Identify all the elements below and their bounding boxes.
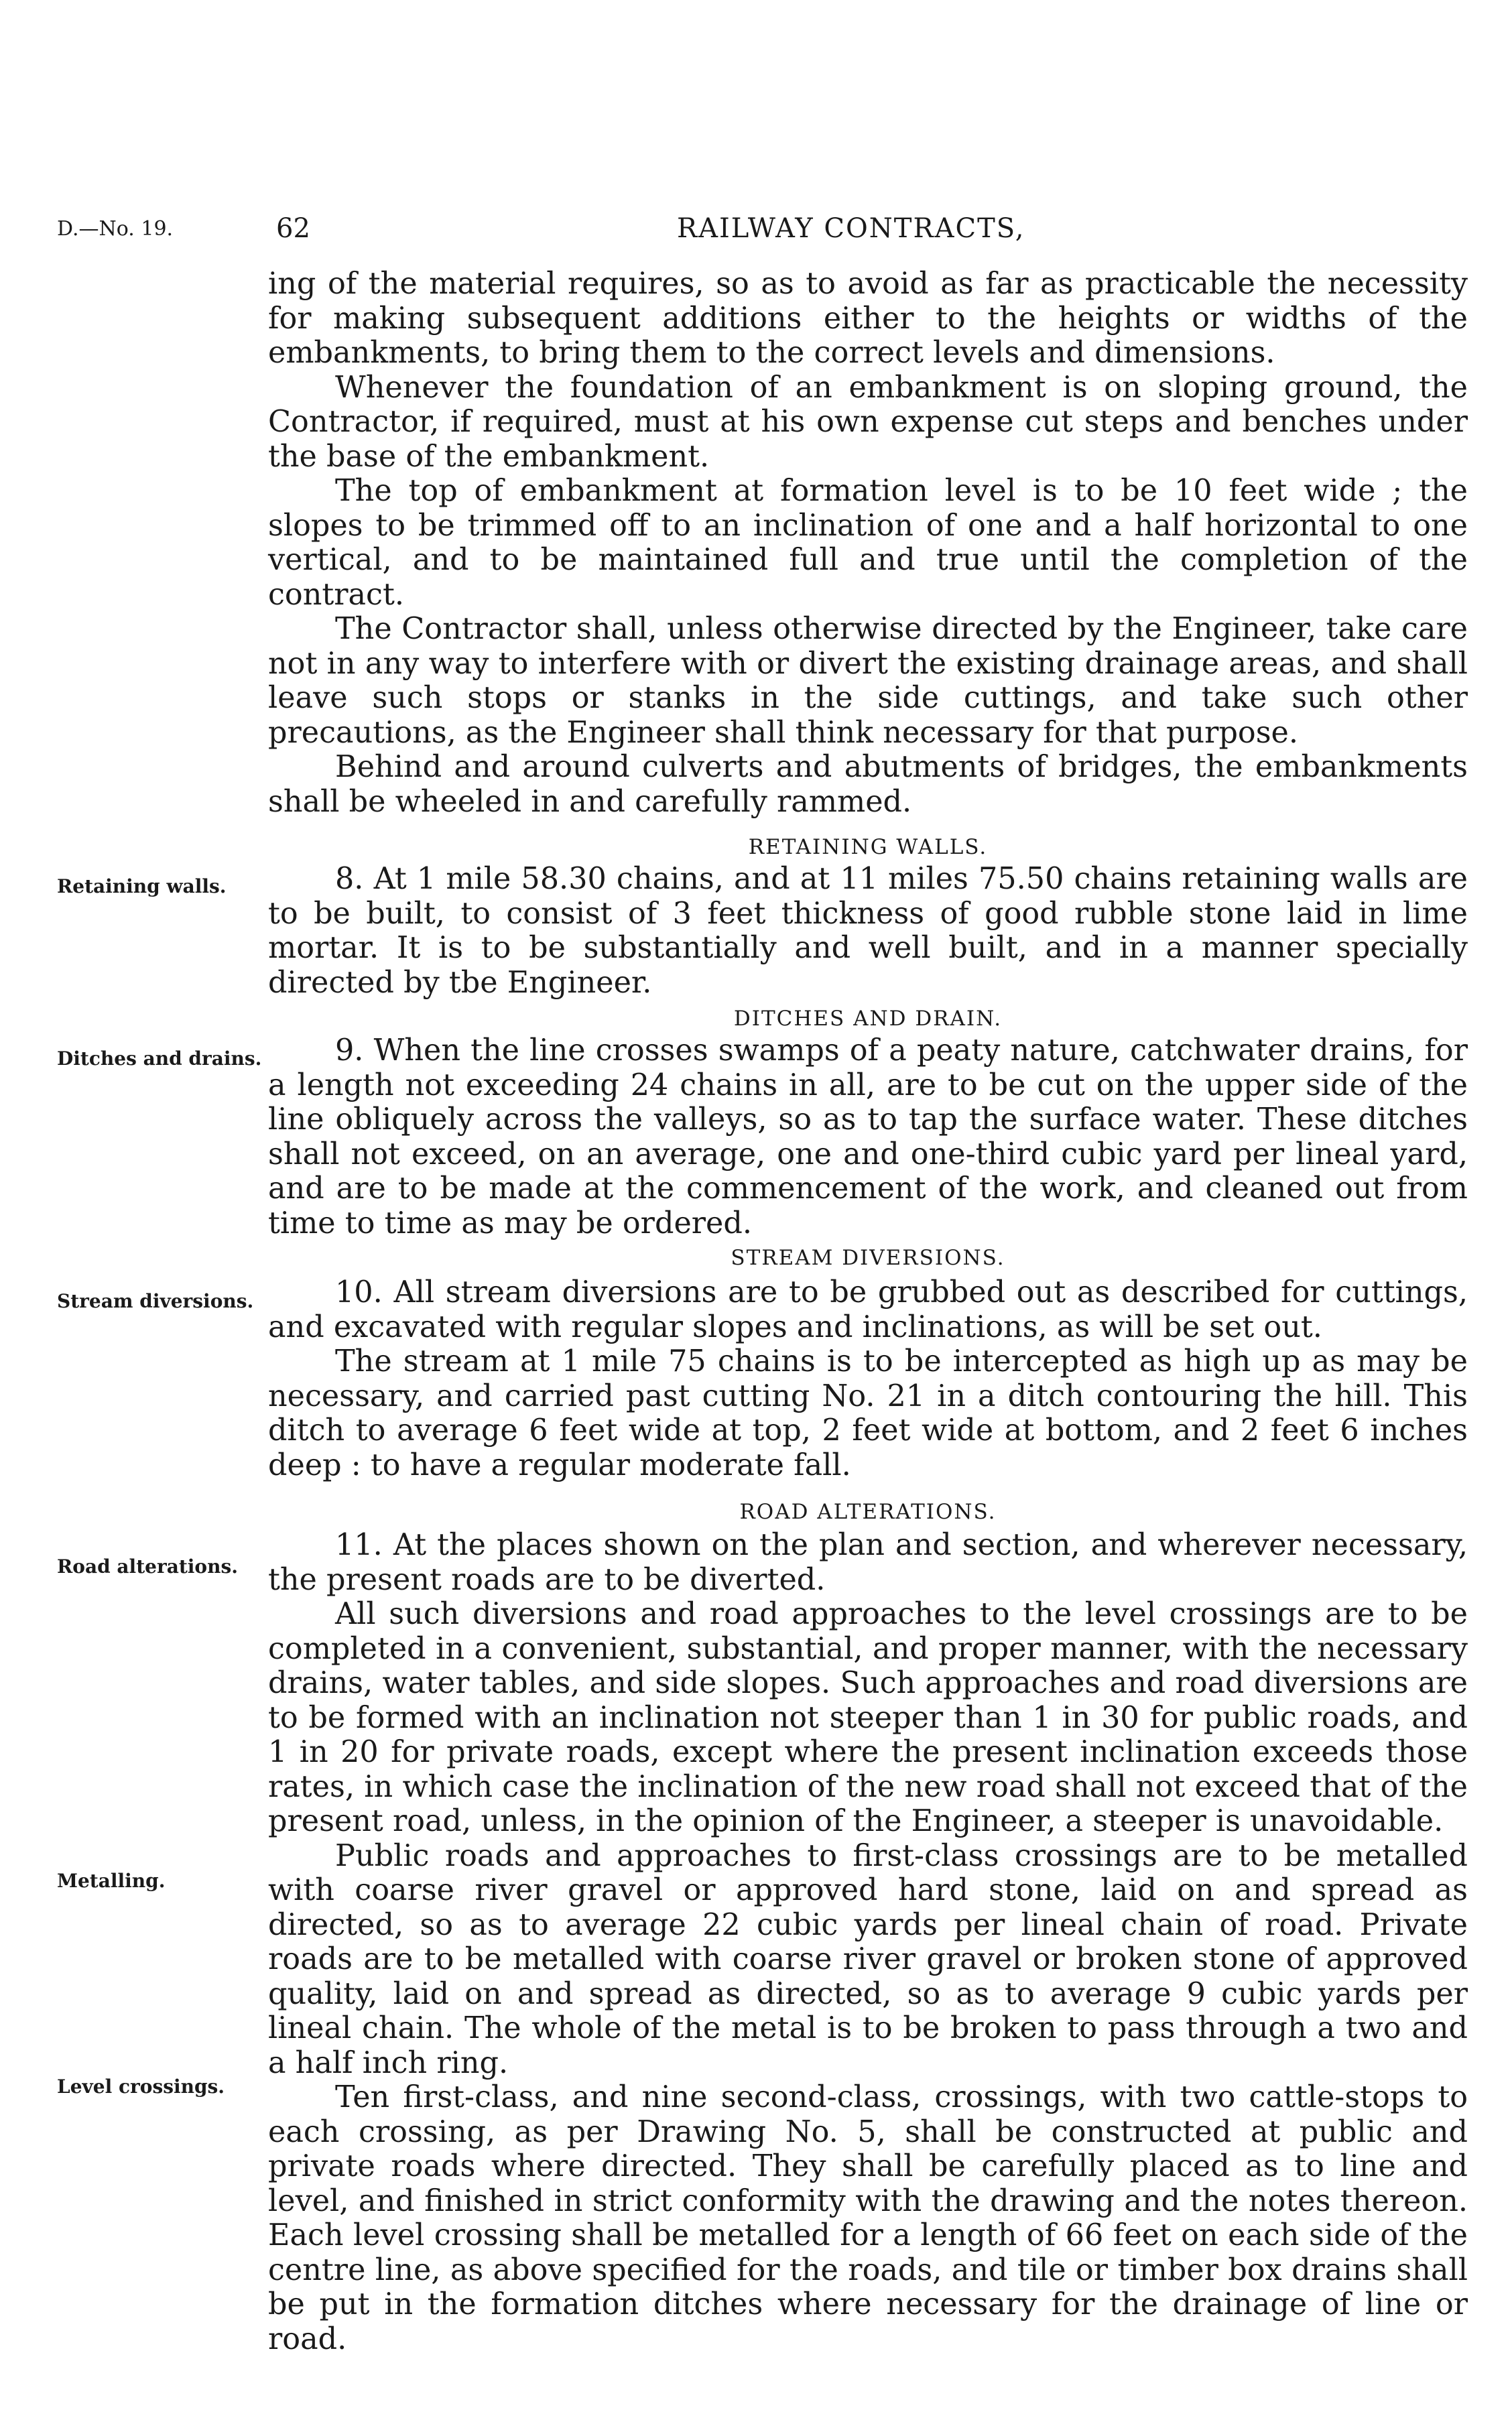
paragraph: All such diversions and road approaches to the level crossings are to be completed in a convenient, substantial, and proper manner, with the necessary drains, water tables, and side slopes. Such approaches and road diversions are to be formed with an inclination not steeper than 1 in 30 for public roads, and 1 in 20 for private roads, except where the present inclination exceeds those rates, in which case the inclination of the new road shall not exceed that of the present road, unless, in the opinion of the Engineer, a steeper is unavoidable. bbox=[268, 1597, 1468, 1838]
paragraph: 9. When the line crosses swamps of a peaty nature, catchwater drains, for a length not exceeding 24 chains in all, are to be cut on the upper side of the line obliquely across the valleys, so as to tap the surface water. These ditches shall not exceed, on an average, one and one-third cubic yard per lineal yard, and are to be made at the commencement of the work, and cleaned out from time to time as may be ordered. bbox=[268, 1033, 1468, 1240]
margin-note-stream-diversions: Stream diversions. bbox=[57, 1290, 254, 1312]
paragraph: 10. All stream diversions are to be grubbed out as described for cuttings, and excavated with regular slopes and inclinations, as will be set out. bbox=[268, 1275, 1468, 1344]
document-reference: D.—No. 19. bbox=[57, 217, 174, 241]
body-text bbox=[268, 267, 1468, 2356]
paragraph: 8. At 1 mile 58.30 chains, and at 11 miles 75.50 chains retaining walls are to be built, to consist of 3 feet thickness of good rubble stone laid in lime mortar. It is to be substantially and well built, and in a manner specially directed by tbe Engineer. bbox=[268, 862, 1468, 1000]
margin-note-level-crossings: Level crossings. bbox=[57, 2076, 225, 2098]
paragraph: Ten first-class, and nine second-class, crossings, with two cattle-stops to each crossing, as per Drawing No. 5, shall be constructed at public and private roads where directed. They shall be carefully placed as to line and level, and finished in strict conformity with the drawing and the notes thereon. Each level crossing shall be metalled for a length of 66 feet on each side of the centre line, as above specified for the roads, and tile or timber box drains shall be put in the formation ditches where necessary for the drainage of line or road. bbox=[268, 2080, 1468, 2356]
paragraph: The stream at 1 mile 75 chains is to be intercepted as high up as may be necessary, and carried past cutting No. 21 in a ditch contouring the hill. This ditch to average 6 feet wide at top, 2 feet wide at bottom, and 2 feet 6 inches deep : to have a regular moderate fall. bbox=[268, 1344, 1468, 1482]
margin-note-ditches-and-drains: Ditches and drains. bbox=[57, 1047, 262, 1070]
paragraph: Whenever the foundation of an embankment is on sloping ground, the Contractor, if required, must at his own expense cut steps and benches under the base of the embankment. bbox=[268, 370, 1468, 474]
paragraph: ing of the material requires, so as to avoid as far as practicable the necessity for making subsequent additions either to the heights or widths of the embankments, to bring them to the correct levels and dimensions. bbox=[268, 267, 1468, 370]
paragraph: Public roads and approaches to first-class crossings are to be metalled with coarse river gravel or approved hard stone, laid on and spread as directed, so as to average 22 cubic yards per lineal chain of road. Private roads are to be metalled with coarse river gravel or broken stone of approved quality, laid on and spread as directed, so as to average 9 cubic yards per lineal chain. The whole of the metal is to be broken to pass through a two and a half inch ring. bbox=[268, 1838, 1468, 2080]
paragraph: 11. At the places shown on the plan and section, and wherever necessary, the present roads are to be diverted. bbox=[268, 1528, 1468, 1597]
margin-note-retaining-walls: Retaining walls. bbox=[57, 875, 227, 897]
page-header bbox=[0, 213, 1512, 253]
section-heading-road-alterations: ROAD ALTERATIONS. bbox=[739, 1500, 997, 1524]
paragraph: The Contractor shall, unless otherwise directed by the Engineer, take care not in any way to interfere with or divert the existing drainage areas, and shall leave such stops or stanks in the side cuttings, and take such other precautions, as the Engineer shall think necessary for that purpose. bbox=[268, 612, 1468, 750]
margin-note-road-alterations: Road alterations. bbox=[57, 1555, 238, 1578]
section-heading-retaining-walls: RETAINING WALLS. bbox=[748, 835, 988, 859]
section-heading-ditches-and-drain: DITCHES AND DRAIN. bbox=[733, 1007, 1003, 1031]
section-heading-stream-diversions: STREAM DIVERSIONS. bbox=[731, 1246, 1005, 1270]
paragraph: The top of embankment at formation level is to be 10 feet wide ; the slopes to be trimmed off to an inclination of one and a half horizontal to one vertical, and to be maintained full and true until the completion of the contract. bbox=[268, 474, 1468, 612]
page-number: 62 bbox=[276, 213, 310, 244]
margin-note-metalling: Metalling. bbox=[57, 1870, 166, 1892]
paragraph: Behind and around culverts and abutments of bridges, the embankments shall be wheeled in and carefully rammed. bbox=[268, 750, 1468, 819]
running-title: RAILWAY CONTRACTS, bbox=[677, 213, 1025, 244]
